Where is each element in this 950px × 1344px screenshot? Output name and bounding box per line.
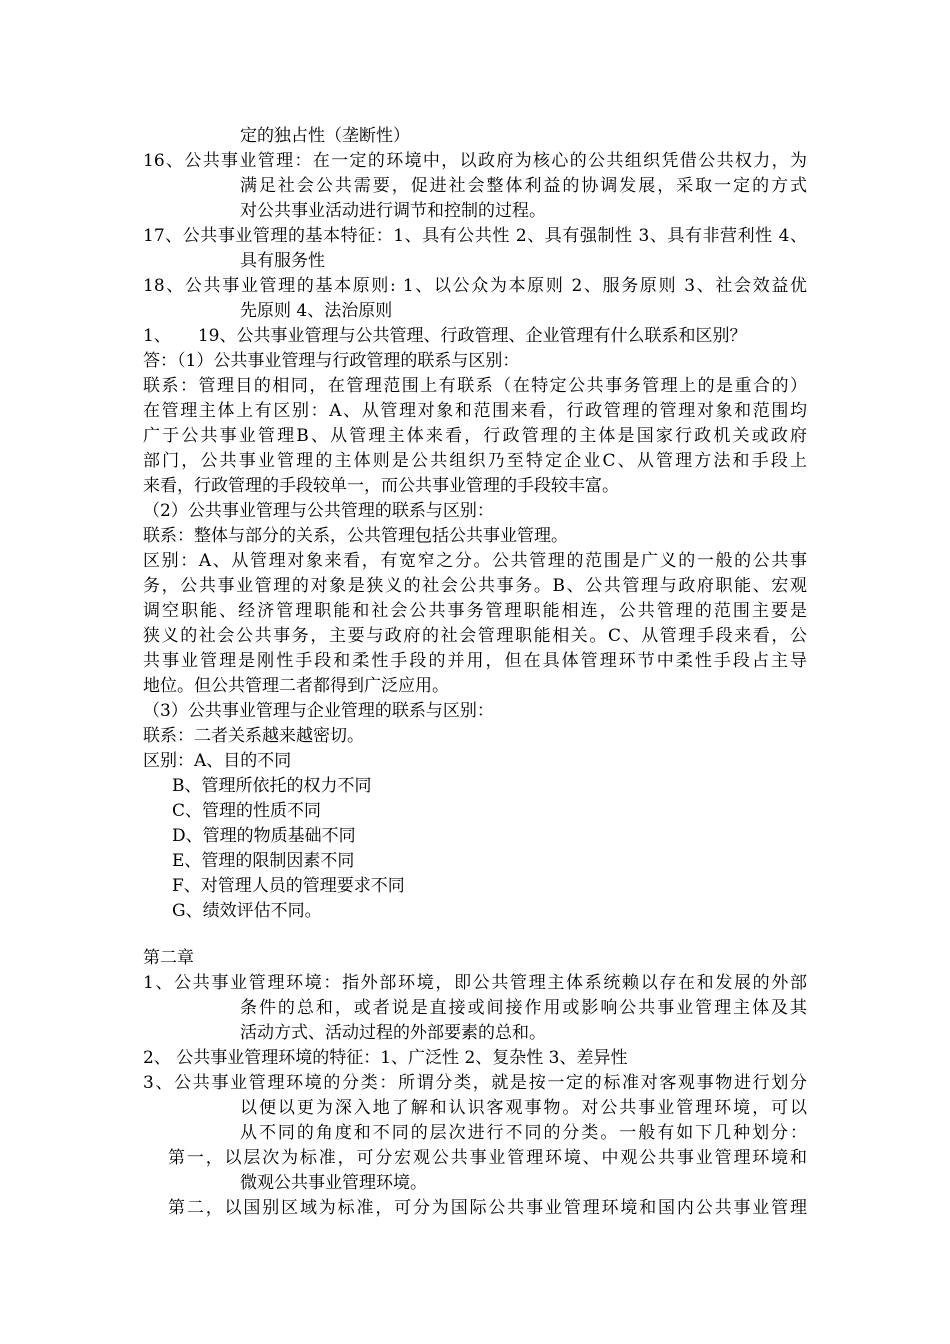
text-line: 联系：管理目的相同，在管理范围上有联系（在特定公共事务管理上的是重合的） bbox=[143, 376, 807, 396]
text-line: C、管理的性质不同 bbox=[172, 801, 322, 821]
text-line: 联系：二者关系越来越密切。 bbox=[143, 726, 364, 746]
text-line: 务，公共事业管理的对象是狭义的社会公共事务。B、公共管理与政府职能、宏观 bbox=[143, 576, 807, 596]
text-line: 1、 19、公共事业管理与公共管理、行政管理、企业管理有什么联系和区别？ bbox=[143, 326, 747, 346]
text-line: 答：（1）公共事业管理与行政管理的联系与区别： bbox=[143, 351, 520, 371]
text-line: F、对管理人员的管理要求不同 bbox=[172, 876, 405, 896]
text-line: 具有服务性 bbox=[240, 251, 325, 271]
text-line: D、管理的物质基础不同 bbox=[172, 826, 356, 846]
text-line: 区别：A、从管理对象来看，有宽窄之分。公共管理的范围是广义的一般的公共事 bbox=[143, 551, 807, 571]
text-line: 17、公共事业管理的基本特征：1、具有公共性 2、具有强制性 3、具有非营利性 4、 bbox=[143, 226, 807, 246]
text-line: 对公共事业活动进行调节和控制的过程。 bbox=[240, 201, 546, 221]
text-line: 2、 公共事业管理环境的特征：1、广泛性 2、复杂性 3、差异性 bbox=[143, 1048, 628, 1068]
text-line: 以便以更为深入地了解和认识客观事物。对公共事业管理环境，可以 bbox=[240, 1098, 807, 1118]
text-line: 地位。但公共管理二者都得到广泛应用。 bbox=[143, 676, 449, 696]
text-line: 共事业管理是刚性手段和柔性手段的并用，但在具体管理环节中柔性手段占主导 bbox=[143, 651, 807, 671]
text-line: 满足社会公共需要，促进社会整体利益的协调发展，采取一定的方式 bbox=[240, 176, 807, 196]
text-line: （3）公共事业管理与企业管理的联系与区别： bbox=[143, 701, 494, 721]
text-line: （2）公共事业管理与公共管理的联系与区别： bbox=[143, 501, 494, 521]
text-line: 第一，以层次为标准，可分宏观公共事业管理环境、中观公共事业管理环境和 bbox=[168, 1148, 807, 1168]
text-line: 来看，行政管理的手段较单一，而公共事业管理的手段较丰富。 bbox=[143, 476, 619, 496]
text-line: 部门，公共事业管理的主体则是公共组织乃至特定企业C、从管理方法和手段上 bbox=[143, 451, 807, 471]
text-line: 先原则 4、法治原则 bbox=[240, 301, 393, 321]
text-line: 3、公共事业管理环境的分类：所谓分类，就是按一定的标准对客观事物进行划分 bbox=[143, 1073, 807, 1093]
chapter-heading: 第二章 bbox=[143, 948, 194, 968]
text-line: G、绩效评估不同。 bbox=[172, 901, 322, 921]
text-line: 定的独占性（垄断性） bbox=[240, 126, 410, 146]
text-line: 条件的总和，或者说是直接或间接作用或影响公共事业管理主体及其 bbox=[240, 998, 807, 1018]
text-line: 在管理主体上有区别：A、从管理对象和范围来看，行政管理的管理对象和范围均 bbox=[143, 401, 807, 421]
text-line: E、管理的限制因素不同 bbox=[172, 851, 355, 871]
text-line: 16、公共事业管理：在一定的环境中，以政府为核心的公共组织凭借公共权力，为 bbox=[143, 151, 807, 171]
text-line: 区别：A、目的不同 bbox=[143, 751, 292, 771]
text-line: 微观公共事业管理环境。 bbox=[240, 1173, 427, 1193]
text-line: 第二，以国别区域为标准，可分为国际公共事业管理环境和国内公共事业管理 bbox=[168, 1198, 807, 1218]
text-line: B、管理所依托的权力不同 bbox=[172, 776, 372, 796]
text-line: 联系：整体与部分的关系，公共管理包括公共事业管理。 bbox=[143, 526, 568, 546]
text-line: 从不同的角度和不同的层次进行不同的分类。一般有如下几种划分： bbox=[240, 1123, 807, 1143]
text-line: 活动方式、活动过程的外部要素的总和。 bbox=[240, 1023, 546, 1043]
text-line: 18、公共事业管理的基本原则: 1、以公众为本原则 2、服务原则 3、社会效益优 bbox=[143, 276, 807, 296]
text-line: 调空职能、经济管理职能和社会公共事务管理职能相连，公共管理的范围主要是 bbox=[143, 601, 807, 621]
text-line: 狭义的社会公共事务，主要与政府的社会管理职能相关。C、从管理手段来看，公 bbox=[143, 626, 807, 646]
text-line: 1、公共事业管理环境：指外部环境，即公共管理主体系统赖以存在和发展的外部 bbox=[143, 973, 807, 993]
text-line: 广于公共事业管理B、从管理主体来看，行政管理的主体是国家行政机关或政府 bbox=[143, 426, 807, 446]
